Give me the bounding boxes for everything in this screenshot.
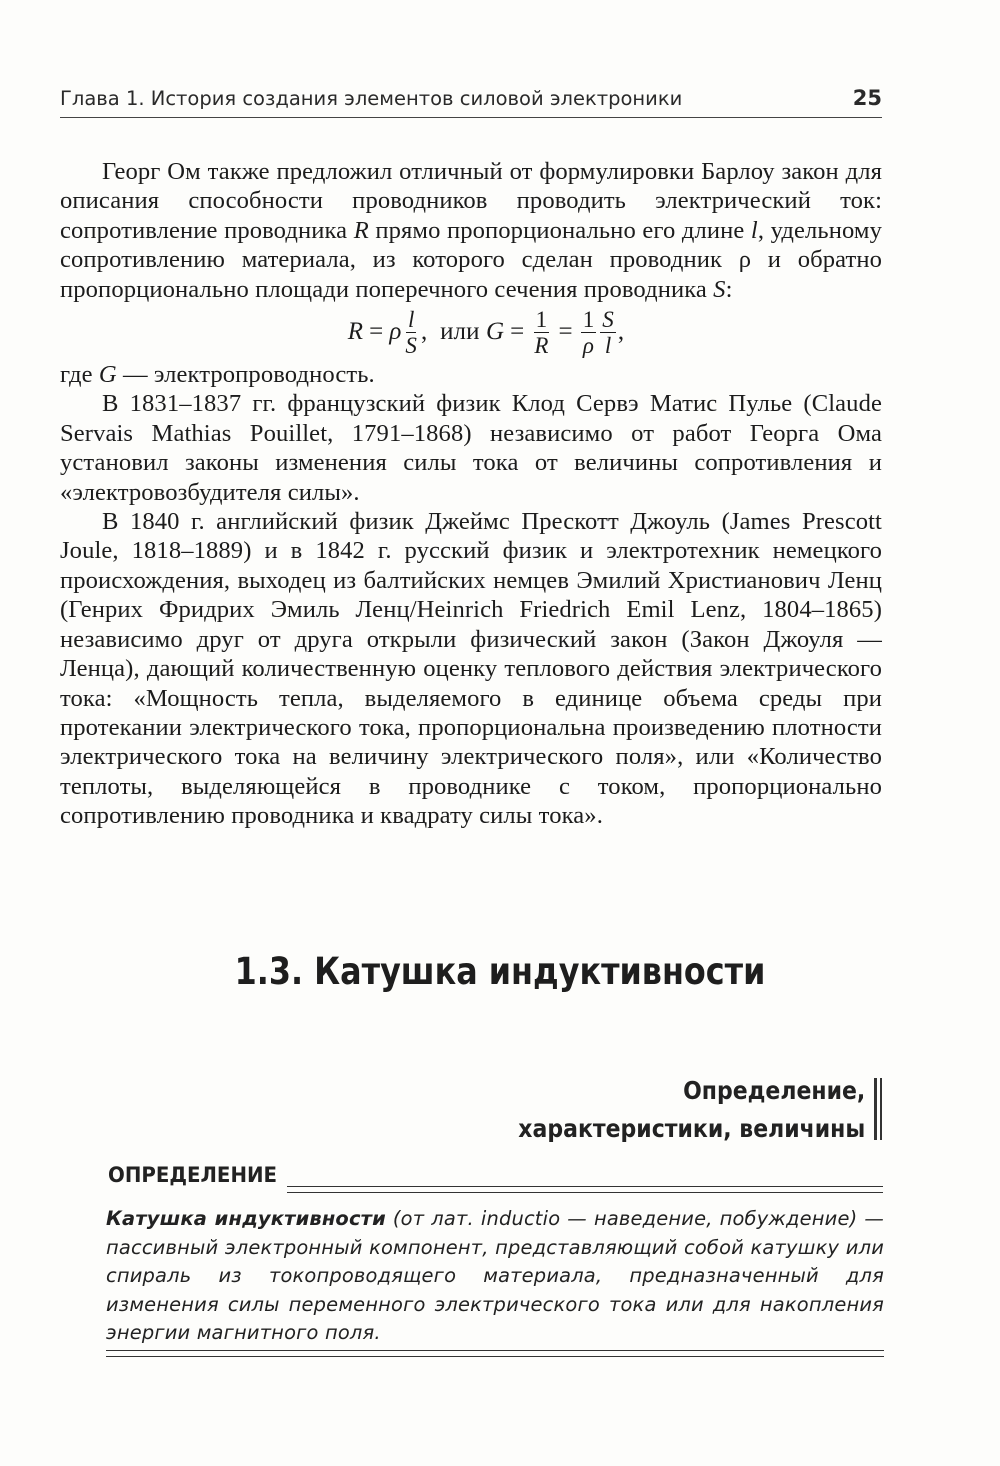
paragraph-ohm: Георг Ом также предложил отличный от формулировки Барлоу закон для описания способности проводников проводить электрический ток: сопротивление проводника R прямо пропорционально его длине l, удельному сопротивлению материала, из которого сделан проводник ρ и обратно пропорционально площади поперечного сечения проводника S: [60, 158, 882, 303]
definition-text: Катушка индуктивности (от лат. inductio — наведение, побуждение) — пассивный электронный компонент, представляющий собой катушку или спираль из токопроводящего материала, предназначенный для изменения силы переменного электрического тока или для накопления энергии магнитного поля. [106, 1207, 885, 1344]
definition-rule-bottom [106, 1350, 884, 1357]
header-rule [60, 117, 882, 118]
side-heading: Определение, характеристики, величины [518, 1076, 865, 1143]
fraction-1-over-rho: $\frac{1}{\rho}$ [582, 306, 595, 358]
paragraph-conductance: где G — электропроводность. [60, 361, 375, 389]
side-heading-bars [874, 1078, 884, 1140]
fraction-1-over-R: $\frac{1}{R}$ [534, 306, 549, 358]
page-number: 25 [852, 86, 882, 110]
paragraph-pouillet: В 1831–1837 гг. французский физик Клод Сервэ Матис Пулье (Claude Servais Mathias Pouillet, 1791–1868) независимо от работ Георга Ома установил законы изменения силы тока от величины сопротивления и «электровозбудителя силы». [60, 390, 882, 506]
definition-rule-top [287, 1186, 883, 1193]
section-title: 1.3. Катушка индуктивности [234, 950, 766, 993]
running-header [60, 86, 882, 110]
fraction-l-over-S: $\frac{l}{S}$ [405, 306, 418, 358]
paragraph-joule-lenz: В 1840 г. английский физик Джеймс Прескотт Джоуль (James Prescott Joule, 1818–1889) и в 1842 г. русский физик и электротехник немецкого происхождения, выходец из балтийских немцев Эмилий Христианович Ленц (Генрих Фридрих Эмиль Ленц/Heinrich Friedrich Emil Lenz, 1804–1865) независимо друг от друга открыли физический закон (Закон Джоуля — Ленца), дающий количественную оценку теплового действия электрического тока: «Мощность тепла, выделяемого в единице объема среды при протекании электрического тока, пропорциональна произведению плотности электрического тока на величину электрического поля», или «Количество теплоты, выделяющейся в проводнике с током, пропорционально сопротивлению проводника и квадрату силы тока». [60, 508, 882, 830]
definition-term: Катушка индуктивности [106, 1207, 386, 1230]
resistance-formula: R = ρ $\frac{l}{S}$ , или G = $\frac{1}{R}$ = $\frac{1}{\rho}$ $\frac{S}{l}$ , [347, 306, 625, 358]
definition-label: ОПРЕДЕЛЕНИЕ [108, 1163, 278, 1188]
body-text [60, 157, 882, 831]
chapter-title: Глава 1. История создания элементов силовой электроники [60, 87, 683, 110]
fraction-S-over-l: $\frac{S}{l}$ [602, 306, 614, 358]
